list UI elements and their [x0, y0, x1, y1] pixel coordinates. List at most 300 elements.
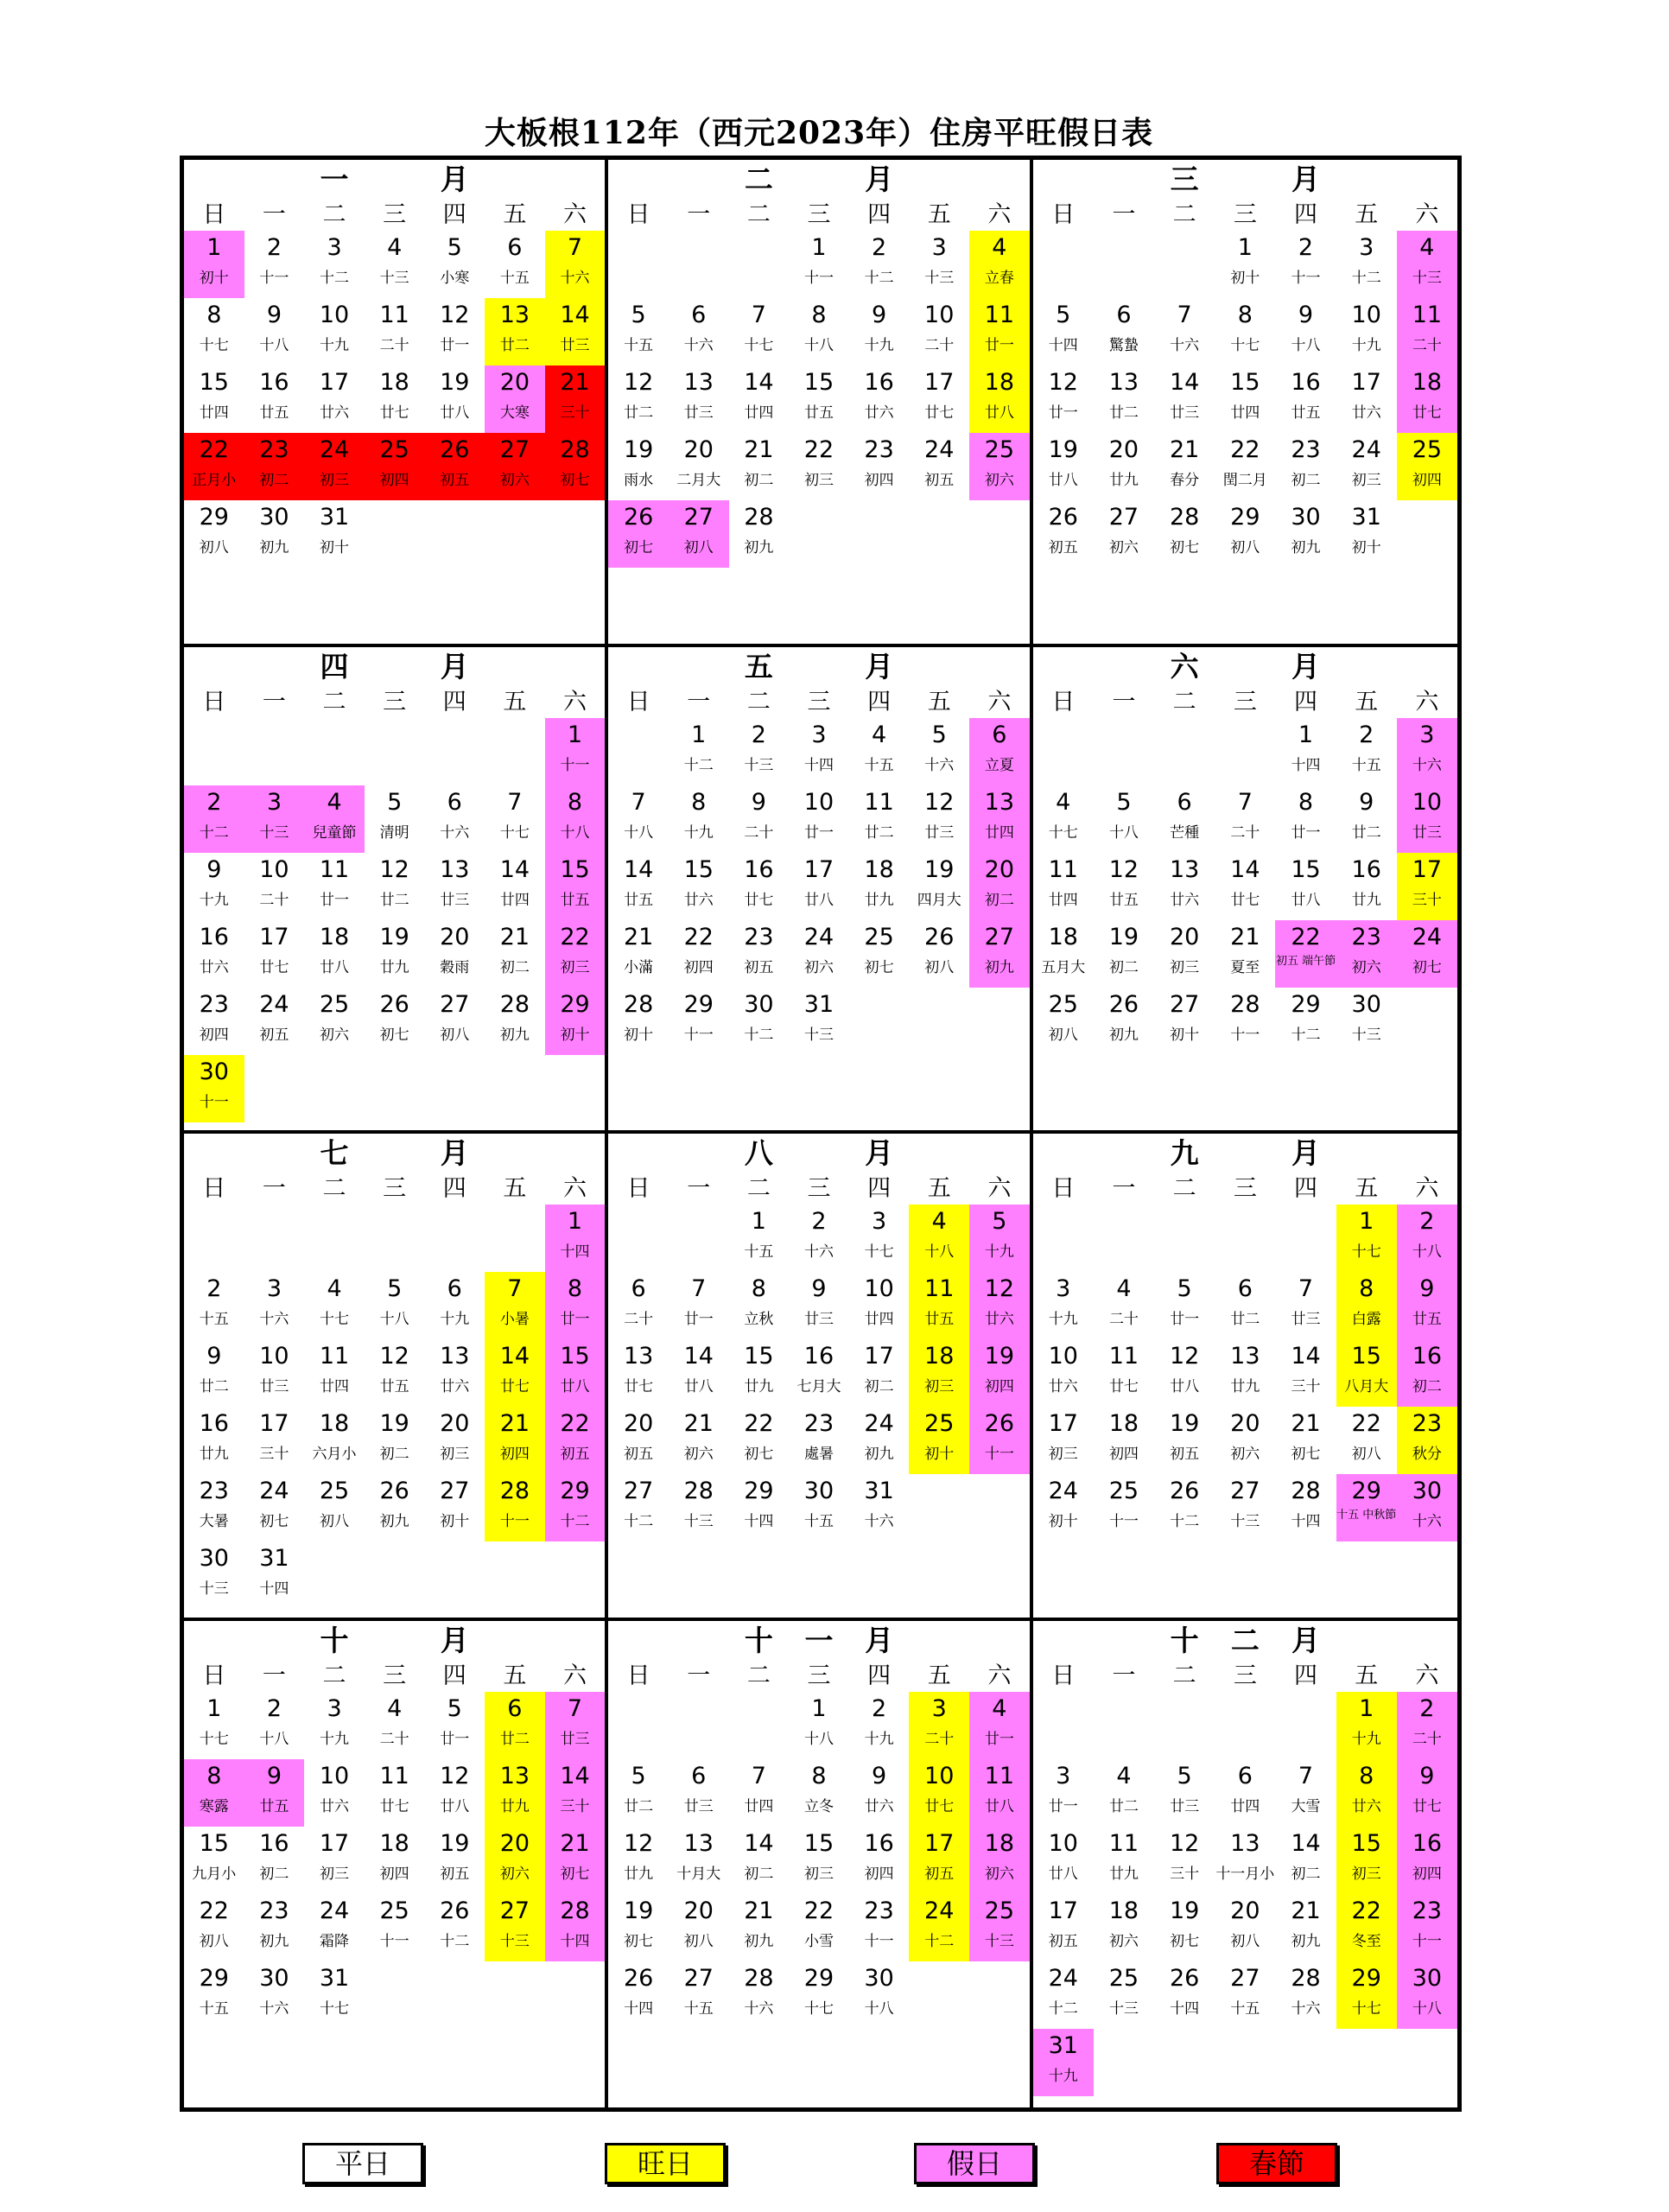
day-cell	[304, 365, 365, 433]
day-cell	[1336, 500, 1397, 568]
day-cell	[909, 785, 969, 853]
day-cell	[485, 1894, 545, 1961]
lunar-date: 小滿	[624, 958, 654, 976]
day-number: 3	[1359, 234, 1374, 261]
day-cell	[424, 1692, 485, 1759]
day-cell	[1336, 1827, 1397, 1894]
weekday-label: 五	[1355, 688, 1379, 715]
day-cell	[1336, 365, 1397, 433]
day-number: 6	[507, 234, 523, 261]
day-number: 24	[259, 1478, 289, 1504]
day-number: 23	[1412, 1897, 1443, 1924]
lunar-date: 初四	[984, 1378, 1014, 1395]
lunar-date: 廿八	[440, 404, 470, 422]
weekday-label: 三	[1233, 201, 1257, 228]
day-cell	[789, 785, 849, 853]
lunar-date: 初六	[499, 472, 530, 489]
day-number: 18	[379, 369, 409, 396]
lunar-date: 十一	[379, 1932, 409, 1950]
weekday-label: 一	[262, 1662, 286, 1689]
day-cell	[608, 298, 669, 365]
lunar-date: 廿二	[1108, 404, 1139, 422]
lunar-date: 十三	[259, 823, 289, 842]
lunar-date: 初十	[1351, 539, 1381, 556]
lunar-date: 十五	[624, 337, 654, 354]
day-number: 16	[744, 855, 774, 883]
day-number: 24	[1048, 1964, 1078, 1992]
day-number: 21	[683, 1410, 714, 1437]
lunar-date: 初二	[1291, 472, 1321, 489]
day-cell	[729, 1407, 790, 1474]
day-number: 7	[1298, 1275, 1314, 1302]
day-cell	[789, 365, 849, 433]
lunar-date: 十六	[1412, 1513, 1442, 1530]
lunar-date: 十一	[864, 1932, 894, 1950]
day-number: 25	[319, 990, 350, 1018]
day-number: 19	[623, 1897, 654, 1924]
lunar-date: 廿二	[1351, 823, 1381, 842]
day-number: 17	[864, 1343, 894, 1370]
day-cell	[849, 1759, 910, 1827]
day-number: 12	[623, 369, 654, 396]
lunar-date: 小暑	[499, 1311, 530, 1328]
day-cell	[729, 1205, 790, 1272]
lunar-date: 初二	[1412, 1378, 1442, 1395]
day-cell	[304, 1827, 365, 1894]
day-cell	[789, 853, 849, 920]
lunar-date: 八月大	[1344, 1378, 1389, 1395]
day-number: 20	[440, 1410, 470, 1437]
day-number: 15	[683, 855, 714, 883]
weekday-label: 日	[202, 1662, 226, 1689]
month-title	[608, 1134, 1029, 1173]
day-cell	[909, 365, 969, 433]
weekday-label: 二	[322, 1175, 346, 1202]
weekday-label: 一	[262, 688, 286, 715]
lunar-date: 十四	[803, 756, 834, 774]
lunar-date: 廿四	[744, 1797, 774, 1815]
month-block	[184, 647, 608, 1135]
day-cell	[1215, 1339, 1275, 1407]
day-number: 29	[1351, 1478, 1381, 1504]
lunar-date: 初七	[1412, 958, 1442, 976]
day-number: 5	[387, 788, 403, 816]
lunar-date: 廿六	[440, 1378, 470, 1395]
day-cell	[545, 1272, 606, 1339]
day-number: 19	[440, 1829, 470, 1857]
lunar-date: 初七	[560, 1865, 590, 1883]
lunar-date: 初八	[1230, 539, 1260, 556]
lunar-date: 廿九	[1108, 472, 1139, 489]
lunar-date: 十七	[1230, 337, 1260, 354]
day-number: 9	[751, 788, 766, 816]
day-cell	[849, 1205, 910, 1272]
day-number: 22	[1230, 436, 1260, 463]
day-number: 1	[567, 721, 583, 748]
day-number: 15	[560, 1343, 590, 1370]
day-number: 10	[924, 1762, 955, 1789]
day-number: 27	[1230, 1964, 1260, 1992]
day-cell	[669, 1407, 729, 1474]
day-cell	[1336, 298, 1397, 365]
month-block	[184, 1134, 608, 1621]
lunar-date: 十七	[1048, 823, 1078, 842]
day-number: 3	[872, 1208, 887, 1235]
day-number: 14	[499, 855, 530, 883]
lunar-date: 廿一	[440, 337, 470, 354]
day-cell	[1215, 1894, 1275, 1961]
lunar-date: 立春	[984, 270, 1014, 287]
month-title	[1033, 1134, 1457, 1173]
day-cell	[1397, 920, 1457, 988]
lunar-date: 十六	[924, 756, 955, 774]
day-number: 23	[864, 1897, 894, 1924]
day-number: 12	[1169, 1829, 1200, 1857]
day-cell	[1336, 718, 1397, 785]
day-number: 19	[1169, 1897, 1200, 1924]
day-number: 24	[864, 1410, 894, 1437]
day-number: 2	[1298, 234, 1314, 261]
day-number: 21	[744, 1897, 774, 1924]
lunar-date: 初九	[499, 1026, 530, 1044]
day-cell	[1275, 1407, 1336, 1474]
day-number: 2	[266, 1694, 282, 1722]
day-cell	[545, 1759, 606, 1827]
day-cell	[365, 988, 425, 1055]
day-number: 27	[1169, 990, 1200, 1018]
day-cell	[1275, 718, 1336, 785]
day-cell	[1336, 785, 1397, 853]
weekday-label: 二	[746, 688, 771, 715]
day-cell	[789, 231, 849, 298]
lunar-date: 十一	[199, 1093, 229, 1111]
day-number: 18	[319, 923, 350, 950]
day-cell	[1336, 853, 1397, 920]
day-number: 14	[560, 302, 590, 328]
lunar-date: 十八	[803, 1730, 834, 1748]
lunar-date: 三十	[1291, 1378, 1321, 1395]
day-cell	[608, 1339, 669, 1407]
lunar-date: 廿三	[1170, 1797, 1200, 1815]
weekday-label: 四	[442, 688, 466, 715]
day-cell	[849, 1894, 910, 1961]
day-cell	[365, 1894, 425, 1961]
day-cell	[365, 1339, 425, 1407]
day-number: 29	[803, 1964, 834, 1992]
month-title-char: 九	[1170, 1136, 1199, 1170]
day-number: 5	[992, 1208, 1007, 1235]
weekday-label: 六	[987, 688, 1012, 715]
day-number: 16	[199, 923, 229, 950]
day-cell	[1033, 1339, 1094, 1407]
lunar-date: 廿六	[320, 1797, 350, 1815]
days-grid	[184, 1692, 605, 2029]
lunar-date: 四月大	[917, 891, 961, 909]
day-cell	[1094, 500, 1154, 568]
lunar-date: 十六	[683, 337, 714, 354]
lunar-date: 十八	[259, 1730, 289, 1748]
lunar-date: 初五	[560, 1446, 590, 1463]
lunar-date: 驚蟄	[1108, 337, 1139, 354]
lunar-date: 十二	[440, 1932, 470, 1950]
day-cell	[545, 988, 606, 1055]
lunar-date: 廿八	[320, 958, 350, 976]
day-cell	[969, 1894, 1030, 1961]
weekday-label: 二	[746, 1175, 771, 1202]
day-number: 3	[266, 788, 282, 816]
day-cell	[424, 1339, 485, 1407]
day-cell	[184, 920, 244, 988]
day-number: 17	[319, 1829, 350, 1857]
day-number: 8	[691, 788, 707, 816]
day-number: 7	[751, 1762, 766, 1789]
lunar-date: 初九	[984, 958, 1014, 976]
day-cell	[1397, 1759, 1457, 1827]
day-cell	[608, 785, 669, 853]
day-cell	[729, 1894, 790, 1961]
day-cell	[909, 1339, 969, 1407]
weekday-header	[608, 687, 1029, 718]
day-number: 16	[864, 1829, 894, 1857]
day-number: 9	[872, 302, 887, 328]
lunar-date: 閏二月	[1222, 472, 1267, 489]
weekday-label: 三	[383, 688, 407, 715]
day-number: 28	[499, 1478, 530, 1504]
page-title: 大板根112年（西元2023年）住房平旺假日表	[484, 115, 1154, 151]
day-number: 16	[1412, 1829, 1443, 1857]
day-number: 25	[1108, 1478, 1139, 1504]
weekday-label: 日	[1051, 1662, 1076, 1689]
day-cell	[244, 365, 305, 433]
lunar-date: 初八	[320, 1513, 350, 1530]
lunar-date: 廿六	[1351, 404, 1381, 422]
month-title	[1033, 647, 1457, 687]
day-number: 5	[631, 302, 646, 328]
day-cell	[1397, 1827, 1457, 1894]
day-number: 6	[447, 788, 462, 816]
month-title-char: 四	[320, 649, 349, 683]
lunar-date: 十二	[1048, 1999, 1078, 2018]
lunar-date: 小雪	[803, 1932, 834, 1950]
day-cell	[1033, 1827, 1094, 1894]
day-cell	[304, 1407, 365, 1474]
lunar-date: 初九	[1291, 1932, 1321, 1950]
day-number: 3	[931, 1694, 947, 1722]
day-number: 7	[631, 788, 646, 816]
day-cell	[729, 1961, 790, 2029]
lunar-date: 初五	[1048, 1932, 1078, 1950]
month-title-char: 月	[440, 1623, 469, 1657]
lunar-date: 十一	[1108, 1513, 1139, 1530]
day-cell	[969, 853, 1030, 920]
lunar-date: 十五	[199, 1311, 229, 1328]
day-cell	[244, 1692, 305, 1759]
day-number: 17	[259, 923, 289, 950]
lunar-date: 十一	[1412, 1932, 1442, 1950]
weekday-label: 五	[927, 1175, 951, 1202]
lunar-date: 初二	[1291, 1865, 1321, 1883]
lunar-date: 三十	[259, 1446, 289, 1463]
lunar-date: 初八	[683, 539, 714, 556]
day-number: 3	[327, 234, 342, 261]
month-title-char: 月	[1291, 649, 1321, 683]
lunar-date: 十三	[984, 1932, 1014, 1950]
day-cell	[545, 920, 606, 988]
day-number: 29	[560, 1478, 590, 1504]
day-cell	[729, 433, 790, 500]
day-cell	[669, 1759, 729, 1827]
weekday-header	[184, 687, 605, 718]
day-number: 31	[864, 1478, 894, 1504]
lunar-date: 初六	[1230, 1446, 1260, 1463]
weekday-header	[608, 1661, 1029, 1692]
day-number: 10	[1351, 302, 1381, 328]
day-number: 22	[560, 1410, 590, 1437]
day-number: 1	[691, 721, 707, 748]
day-number: 22	[560, 923, 590, 950]
day-number: 18	[984, 1829, 1015, 1857]
day-cell	[1033, 500, 1094, 568]
day-cell	[789, 1827, 849, 1894]
month-block	[608, 1621, 1032, 2108]
lunar-date: 廿六	[199, 958, 229, 976]
day-cell	[909, 231, 969, 298]
day-cell	[909, 433, 969, 500]
month-title-char: 八	[744, 1136, 773, 1170]
day-number: 30	[1291, 504, 1321, 531]
lunar-date: 廿二	[864, 823, 894, 842]
day-number: 17	[319, 369, 350, 396]
lunar-date: 十七	[320, 1311, 350, 1328]
day-cell	[1154, 298, 1215, 365]
lunar-date: 十四	[1291, 756, 1321, 774]
day-cell	[304, 785, 365, 853]
lunar-date: 十七	[1351, 1243, 1381, 1261]
day-number: 31	[1351, 504, 1381, 531]
day-cell	[1033, 1759, 1094, 1827]
day-cell	[365, 365, 425, 433]
lunar-date: 初八	[199, 539, 229, 556]
lunar-date: 初六	[320, 1026, 350, 1044]
day-cell	[1154, 920, 1215, 988]
day-number: 21	[499, 923, 530, 950]
lunar-date: 十二	[864, 270, 894, 287]
lunar-date: 十八	[624, 823, 654, 842]
lunar-date: 三十	[560, 1797, 590, 1815]
weekday-header	[608, 200, 1029, 231]
day-number: 19	[924, 855, 955, 883]
lunar-date: 初八	[1048, 1026, 1078, 1044]
lunar-date: 十七	[199, 337, 229, 354]
month-title-char: 月	[865, 649, 894, 683]
lunar-date: 初十	[560, 1026, 590, 1044]
day-number: 9	[1419, 1762, 1435, 1789]
day-number: 12	[924, 788, 955, 816]
lunar-date: 初二	[379, 1446, 409, 1463]
weekday-label: 二	[746, 1662, 771, 1689]
day-cell	[1094, 920, 1154, 988]
lunar-date: 寒露	[199, 1797, 229, 1815]
day-number: 22	[1291, 923, 1321, 950]
lunar-date: 廿六	[1351, 1797, 1381, 1815]
day-cell	[244, 298, 305, 365]
day-cell	[424, 1894, 485, 1961]
day-number: 24	[1048, 1478, 1078, 1504]
day-number: 3	[1056, 1762, 1071, 1789]
day-cell	[969, 1205, 1030, 1272]
weekday-label: 一	[1112, 201, 1136, 228]
days-grid	[184, 718, 605, 1122]
lunar-date: 二十	[1412, 1730, 1442, 1748]
day-number: 20	[984, 855, 1015, 883]
lunar-date: 初九	[259, 539, 289, 556]
day-cell	[729, 853, 790, 920]
day-cell	[1154, 1474, 1215, 1541]
month-title	[608, 160, 1029, 200]
day-number: 13	[440, 855, 470, 883]
lunar-date: 廿三	[1412, 823, 1442, 842]
weekday-label: 六	[563, 688, 587, 715]
day-number: 20	[1108, 436, 1139, 463]
weekday-header	[184, 200, 605, 231]
day-number: 16	[199, 1410, 229, 1437]
day-cell	[1154, 433, 1215, 500]
month-title	[184, 160, 605, 200]
weekday-label: 二	[322, 688, 346, 715]
lunar-date: 廿八	[560, 1378, 590, 1395]
day-number: 26	[1169, 1478, 1200, 1504]
day-number: 20	[1230, 1410, 1260, 1437]
day-number: 7	[507, 1275, 523, 1302]
lunar-date: 廿五	[259, 404, 289, 422]
day-cell	[424, 1827, 485, 1894]
day-cell	[909, 1407, 969, 1474]
lunar-date: 十八	[1412, 1999, 1442, 2018]
lunar-date: 廿五	[1412, 1311, 1442, 1328]
day-number: 4	[992, 1694, 1007, 1722]
weekday-label: 一	[262, 201, 286, 228]
day-cell	[1275, 1894, 1336, 1961]
day-cell	[729, 920, 790, 988]
lunar-date: 廿五	[1291, 404, 1321, 422]
day-cell	[1397, 1339, 1457, 1407]
day-cell	[729, 365, 790, 433]
day-number: 4	[1116, 1275, 1132, 1302]
day-cell	[1094, 1272, 1154, 1339]
day-cell	[1215, 988, 1275, 1055]
lunar-date: 五月大	[1041, 958, 1086, 976]
lunar-date: 廿九	[1351, 891, 1381, 909]
day-number: 26	[379, 990, 409, 1018]
lunar-date: 初二	[744, 1865, 774, 1883]
lunar-date: 廿八	[803, 891, 834, 909]
day-cell	[909, 298, 969, 365]
day-cell	[1275, 853, 1336, 920]
day-cell	[304, 853, 365, 920]
lunar-date: 穀雨	[440, 958, 470, 976]
weekday-label: 四	[867, 201, 892, 228]
day-cell	[669, 1474, 729, 1541]
day-cell	[1033, 433, 1094, 500]
month-title-char: 十	[744, 1623, 773, 1657]
day-cell	[365, 853, 425, 920]
lunar-date: 十八	[259, 337, 289, 354]
lunar-date: 初五	[440, 472, 470, 489]
day-number: 2	[206, 788, 222, 816]
legend-item: 平日	[302, 2143, 423, 2184]
day-number: 2	[1359, 721, 1374, 748]
day-number: 2	[751, 721, 766, 748]
